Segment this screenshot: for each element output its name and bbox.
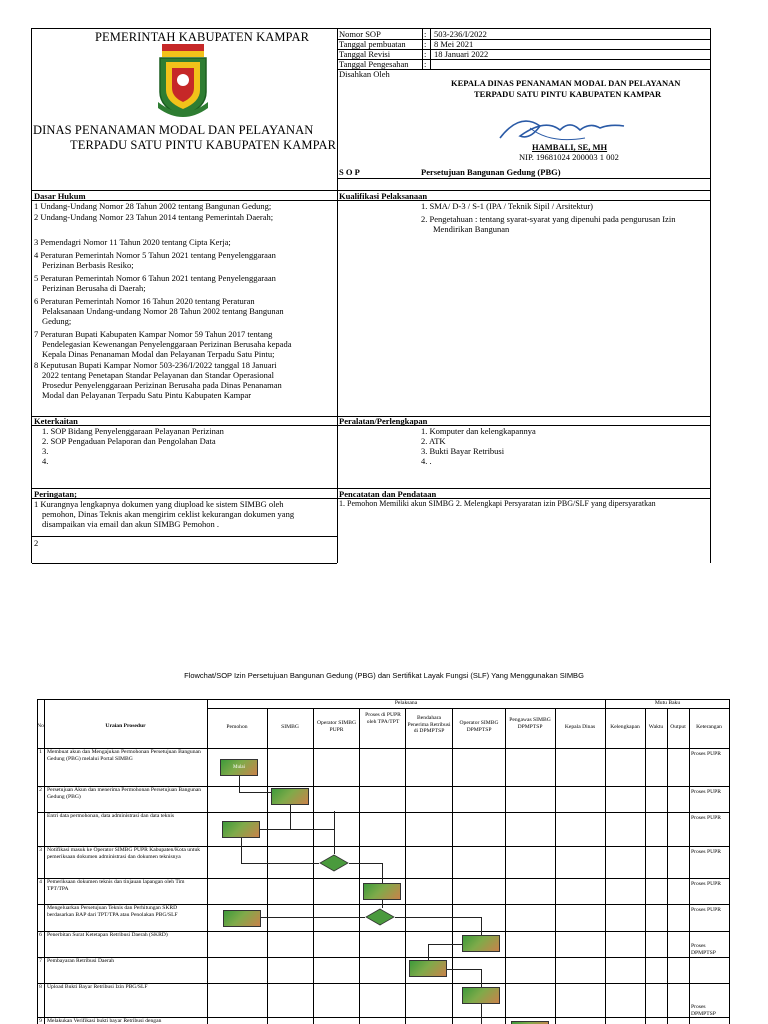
- actor-header: Proses di PUPR oleh TPA/TPT: [365, 712, 401, 725]
- keterkaitan-heading: Keterkaitan: [34, 416, 78, 426]
- peringatan-item: pemohon, Dinas Teknis akan mengirim ceklist kekurangan dokumen yang: [42, 509, 295, 519]
- actor-header: Bendahara Penerima Retribusi di DPMPTSP: [407, 715, 451, 735]
- process-box: [223, 910, 261, 927]
- step-description: Membuat akun dan Mengajukan Permohonan Persetujuan Bangunan Gedung (PBG) melalui Portal SIMBG: [47, 749, 201, 762]
- peralatan-item: 4. .: [421, 456, 432, 466]
- step-number: 9: [39, 1018, 42, 1024]
- mutu-header: Output: [670, 724, 686, 730]
- step-description: Upload Bukti Bayar Retribusi Izin PBG/SLF: [47, 984, 148, 990]
- process-box: [462, 987, 500, 1004]
- dasar-hukum-item: 5 Peraturan Pemerintah Nomor 6 Tahun 2021 tentang Penyelenggaraan: [34, 273, 276, 283]
- col-uraian-header: Uraian Prosedur: [105, 723, 146, 729]
- meta-value-pembuatan: 8 Mei 2021: [434, 39, 474, 49]
- keterkaitan-item: 1. SOP Bidang Penyelenggaraan Pelayanan Perizinan: [42, 426, 224, 436]
- step-number: 6: [39, 932, 42, 938]
- decision-diamond: [319, 854, 349, 872]
- keterkaitan-item: 2. SOP Pengaduan Pelaporan dan Pengolahan Data: [42, 436, 216, 446]
- peringatan-item: 1 Kurangnya lengkapnya dokumen yang diupload ke sistem SIMBG oleh: [34, 499, 284, 509]
- kualifikasi-heading: Kualifikasi Pelaksanaan: [339, 191, 428, 201]
- mutu-header: Kelengkapan: [610, 724, 640, 730]
- dasar-hukum-item: 2 Undang-Undang Nomor 23 Tahun 2014 tentang Pemerintah Daerah;: [34, 212, 274, 222]
- keterkaitan-item: 3.: [42, 446, 49, 456]
- dasar-hukum-item: 2022 tentang Penetapan Standar Pelayanan dan Standar Operasional: [42, 370, 275, 380]
- approver-title-line2: TERPADU SATU PINTU KABUPATEN KAMPAR: [474, 89, 662, 99]
- meta-label-nomor: Nomor SOP: [339, 29, 381, 39]
- step-description: Notifikasi masuk ke Operator SIMBG PUPR Kabupaten/Kota untuk pemeriksaan dokumen administrasi dan dokumen teknisnya: [47, 847, 201, 860]
- step-description: Entri data permohonan, data administrasi dan data teknis: [47, 813, 175, 819]
- dasar-hukum-item: Prosedur Penyelenggaraan Perizinan Berusaha pada Dinas Penanaman: [42, 380, 282, 390]
- flowchart-table: [37, 699, 730, 1024]
- peringatan-item: disampaikan via email dan akun SIMBG Pemohon .: [42, 519, 220, 529]
- dasar-hukum-item: Perizinan Berbasis Resiko;: [42, 260, 134, 270]
- peralatan-heading: Peralatan/Perlengkapan: [339, 416, 428, 426]
- dasar-hukum-item: 7 Peraturan Bupati Kabupaten Kampar Nomor 59 Tahun 2017 tentang: [34, 329, 273, 339]
- mutu-baku-header: Mutu Baku: [654, 700, 681, 706]
- dasar-hukum-item: 1 Undang-Undang Nomor 28 Tahun 2002 tentang Bangunan Gedung;: [34, 201, 272, 211]
- step-keterangan: Proses PUPR: [691, 881, 721, 887]
- step-description: Pemeriksaan dokumen teknis dan tinjauan lapangan oleh Tim TPT/TPA: [47, 879, 185, 892]
- dasar-hukum-item: Perizinan Berusaha di Daerah;: [42, 283, 146, 293]
- kualifikasi-item: 1. SMA/ D-3 / S-1 (IPA / Teknik Sipil / Arsitektur): [421, 201, 594, 211]
- step-number: 8: [39, 984, 42, 990]
- agency-name-line2: TERPADU SATU PINTU KABUPATEN KAMPAR: [70, 138, 337, 152]
- process-box: [363, 883, 401, 900]
- step-keterangan: Proses PUPR: [691, 849, 721, 855]
- keterkaitan-item: 4.: [42, 456, 49, 466]
- peralatan-item: 1. Komputer dan kelengkapannya: [421, 426, 536, 436]
- process-box: [271, 788, 309, 805]
- meta-label-pengesahan: Tanggal Pengesahan: [339, 59, 409, 69]
- col-no-header: No: [37, 723, 44, 729]
- peralatan-item: 2. ATK: [421, 436, 446, 446]
- actor-header: Kepala Dinas: [564, 724, 596, 730]
- step-number: 1: [39, 749, 42, 755]
- actor-header: Operator SIMBG DPMPTSP: [459, 720, 499, 733]
- meta-label-pembuatan: Tanggal pembuatan: [339, 39, 406, 49]
- dasar-hukum-item: Kepala Dinas Penanaman Modal dan Pelayanan Terpadu Satu Pintu;: [42, 349, 275, 359]
- pelaksana-header: Pelaksana: [394, 700, 418, 706]
- peralatan-item: 3. Bukti Bayar Retribusi: [421, 446, 505, 456]
- step-description: Penerbitan Surat Ketetapan Retribusi Daerah (SKRD): [47, 932, 168, 938]
- peringatan-item: 2: [34, 538, 39, 548]
- dasar-hukum-item: Gedung;: [42, 316, 72, 326]
- step-description: Mengeluarkan Persetujuan Teknis dan Perhitungan SKRD berdasarkan BAP dari TPT/TPA atau Penolakan PBG/SLF: [47, 905, 178, 918]
- meta-value-revisi: 18 Januari 2022: [434, 49, 489, 59]
- step-number: 7: [39, 958, 42, 964]
- actor-header: Pemohon: [226, 724, 248, 730]
- step-keterangan: Proses PUPR: [691, 815, 721, 821]
- process-box: [222, 821, 260, 838]
- step-number: 3: [39, 847, 42, 853]
- sop-sheet: PEMERINTAH KABUPATEN KAMPAR DINAS PENANAMAN MODAL DAN PELAYANAN TERPADU SATU PINTU KABUPATEN KAMPAR Nomor SOP Tanggal pembuatan Tanggal Revisi Tanggal Pengesahan Disahkan Oleh : : : : 503-236/I/2022 8 Mei 2021 18 Januari 2022 KEPALA DINAS PENANAMAN MODAL DAN PELAYANAN TERPADU SATU PINTU KABUPATEN KAMPAR HAMBALI, SE, MH NIP. 19681024 200003 1 002 S O P Persetujuan Bangunan Gedung (PBG) Dasar Hukum 1 Undang-Undang Nomor 28 Tahun 2002 tentang Bangunan Gedung; 2 Undang-Undang Nomor 23 Tahun 2014 tentang Pemerintah Daerah; 3 Pemendagri Nomor 11 Tahun 2020 tentang Cipta Kerja; 4 Peraturan Pemerintah Nomor 5 Tahun 2021 tentang Penyelenggaraan Perizinan Berbasis Resiko; 5 Peraturan Pemerintah Nomor 6 Tahun 2021 tentang Penyelenggaraan Perizinan Berusaha di Daerah; 6 Peraturan Pemerintah Nomor 16 Tahun 2020 tentang Peraturan Pelaksanaan Undang-undang Nomor 28 Tahun 2002 tentang Bangunan Gedung; 7 Peraturan Bupati Kabupaten Kampar Nomor 59 Tahun 2017 tentang Pendelegasian Kewenangan Penyelenggaraan Perizinan Berusaha kepada Kepala Dinas Penanaman Modal dan Pelayanan Terpadu Satu Pintu; 8 Keputusan Bupati Kampar Nomor 503-236/I/2022 tanggal 18 Januari 2022 tentang Penetapan Standar Pelayanan dan Standar Operasional Prosedur Penyelenggaraan Perizinan Berusaha pada Dinas Penanaman Modal dan Pelayanan Terpadu Satu Pintu Kabupaten Kampar Kualifikasi Pelaksanaan 1. SMA/ D-3 / S-1 (IPA / Teknik Sipil / Arsitektur) 2. Pengetahuan : tentang syarat-syarat yang dipenuhi pada pengurusan Izin Mendirikan Bangunan Keterkaitan 1. SOP Bidang Penyelenggaraan Pelayanan Perizinan 2. SOP Pengaduan Pelaporan dan Pengolahan Data 3. 4. Peralatan/Perlengkapan 1. Komputer dan kelengkapannya 2. ATK 3. Bukti Bayar Retribusi 4. . Peringatan; 1 Kurangnya lengkapnya dokumen yang diupload ke sistem SIMBG oleh pemohon, Dinas Teknis akan mengirim ceklist kekurangan dokumen yang disampaikan via email dan akun SIMBG Pemohon . 2 Pencatatan dan Pendataan 1. Pemohon Memiliki akun SIMBG 2. Melengkapi Persyaratan izin PBG/SLF yang dipersyaratkan: [31, 28, 711, 563]
- agency-name-line1: DINAS PENANAMAN MODAL DAN PELAYANAN: [33, 123, 314, 137]
- flowchart-title: Flowchat/SOP Izin Persetujuan Bangunan Gedung (PBG) dan Sertifikat Layak Fungsi (SLF) Yang Menggunakan SIMBG: [184, 671, 584, 680]
- process-box: [409, 960, 447, 977]
- dasar-hukum-item: 4 Peraturan Pemerintah Nomor 5 Tahun 2021 tentang Penyelenggaraan: [34, 250, 276, 260]
- step-keterangan: Proses PUPR: [691, 789, 721, 795]
- step-keterangan: Proses PUPR: [691, 907, 721, 913]
- step-keterangan: Proses PUPR: [691, 751, 721, 757]
- process-box: [462, 935, 500, 952]
- dasar-hukum-item: Pendelegasian Kewenangan Penyelenggaraan Perizinan Berusaha kepada: [42, 339, 292, 349]
- kampar-emblem-logo: [154, 42, 212, 120]
- approver-name: HAMBALI, SE, MH: [532, 142, 608, 152]
- decision-diamond: [365, 908, 395, 926]
- meta-label-revisi: Tanggal Revisi: [339, 49, 391, 59]
- step-keterangan: Proses DPMPTSP: [691, 943, 716, 956]
- meta-value-nomor: 503-236/I/2022: [434, 29, 487, 39]
- sop-title: Persetujuan Bangunan Gedung (PBG): [421, 167, 561, 177]
- actor-header: SIMBG: [281, 724, 299, 730]
- meta-label-disahkan: Disahkan Oleh: [339, 69, 390, 79]
- mutu-header: Waktu: [648, 724, 664, 730]
- kualifikasi-item: Mendirikan Bangunan: [433, 224, 510, 234]
- actor-header: Operator SIMBG PUPR: [317, 720, 356, 733]
- mutu-header: Keterangan: [696, 724, 722, 730]
- dasar-hukum-item: 8 Keputusan Bupati Kampar Nomor 503-236/I/2022 tanggal 18 Januari: [34, 360, 277, 370]
- approver-nip: NIP. 19681024 200003 1 002: [519, 152, 619, 162]
- kualifikasi-item: 2. Pengetahuan : tentang syarat-syarat yang dipenuhi pada pengurusan Izin: [421, 214, 676, 224]
- step-description: Persetujuan Akun dan menerima Permohonan Persetujuan Bangunan Gedung (PBG): [47, 787, 202, 800]
- start-terminator: Mulai: [220, 759, 258, 776]
- dasar-hukum-item: Pelaksanaan Undang-undang Nomor 28 Tahun 2002 tentang Bangunan: [42, 306, 284, 316]
- dasar-hukum-item: 3 Pemendagri Nomor 11 Tahun 2020 tentang Cipta Kerja;: [34, 237, 231, 247]
- step-description: Melakukan Verifikasi bukti bayar Retribusi dengan: [47, 1018, 162, 1024]
- approver-title-line1: KEPALA DINAS PENANAMAN MODAL DAN PELAYANAN: [451, 78, 681, 88]
- peringatan-heading: Peringatan;: [34, 489, 77, 499]
- step-number: 4: [39, 879, 42, 885]
- pencatatan-text: 1. Pemohon Memiliki akun SIMBG 2. Melengkapi Persyaratan izin PBG/SLF yang dipersyaratkan: [339, 499, 656, 508]
- sop-label: S O P: [339, 167, 360, 177]
- government-name: PEMERINTAH KABUPATEN KAMPAR: [95, 30, 310, 44]
- pencatatan-heading: Pencatatan dan Pendataan: [339, 489, 437, 499]
- dasar-hukum-heading: Dasar Hukum: [34, 191, 86, 201]
- step-number: 2: [39, 787, 42, 793]
- step-keterangan: Proses DPMPTSP: [691, 1004, 716, 1017]
- dasar-hukum-item: Modal dan Pelayanan Terpadu Satu Pintu Kabupaten Kampar: [42, 390, 252, 400]
- actor-header: Pengawas SIMBG DPMPTSP: [509, 717, 551, 730]
- dasar-hukum-item: 6 Peraturan Pemerintah Nomor 16 Tahun 2020 tentang Peraturan: [34, 296, 255, 306]
- step-description: Pembayaran Retribusi Daerah: [47, 958, 115, 964]
